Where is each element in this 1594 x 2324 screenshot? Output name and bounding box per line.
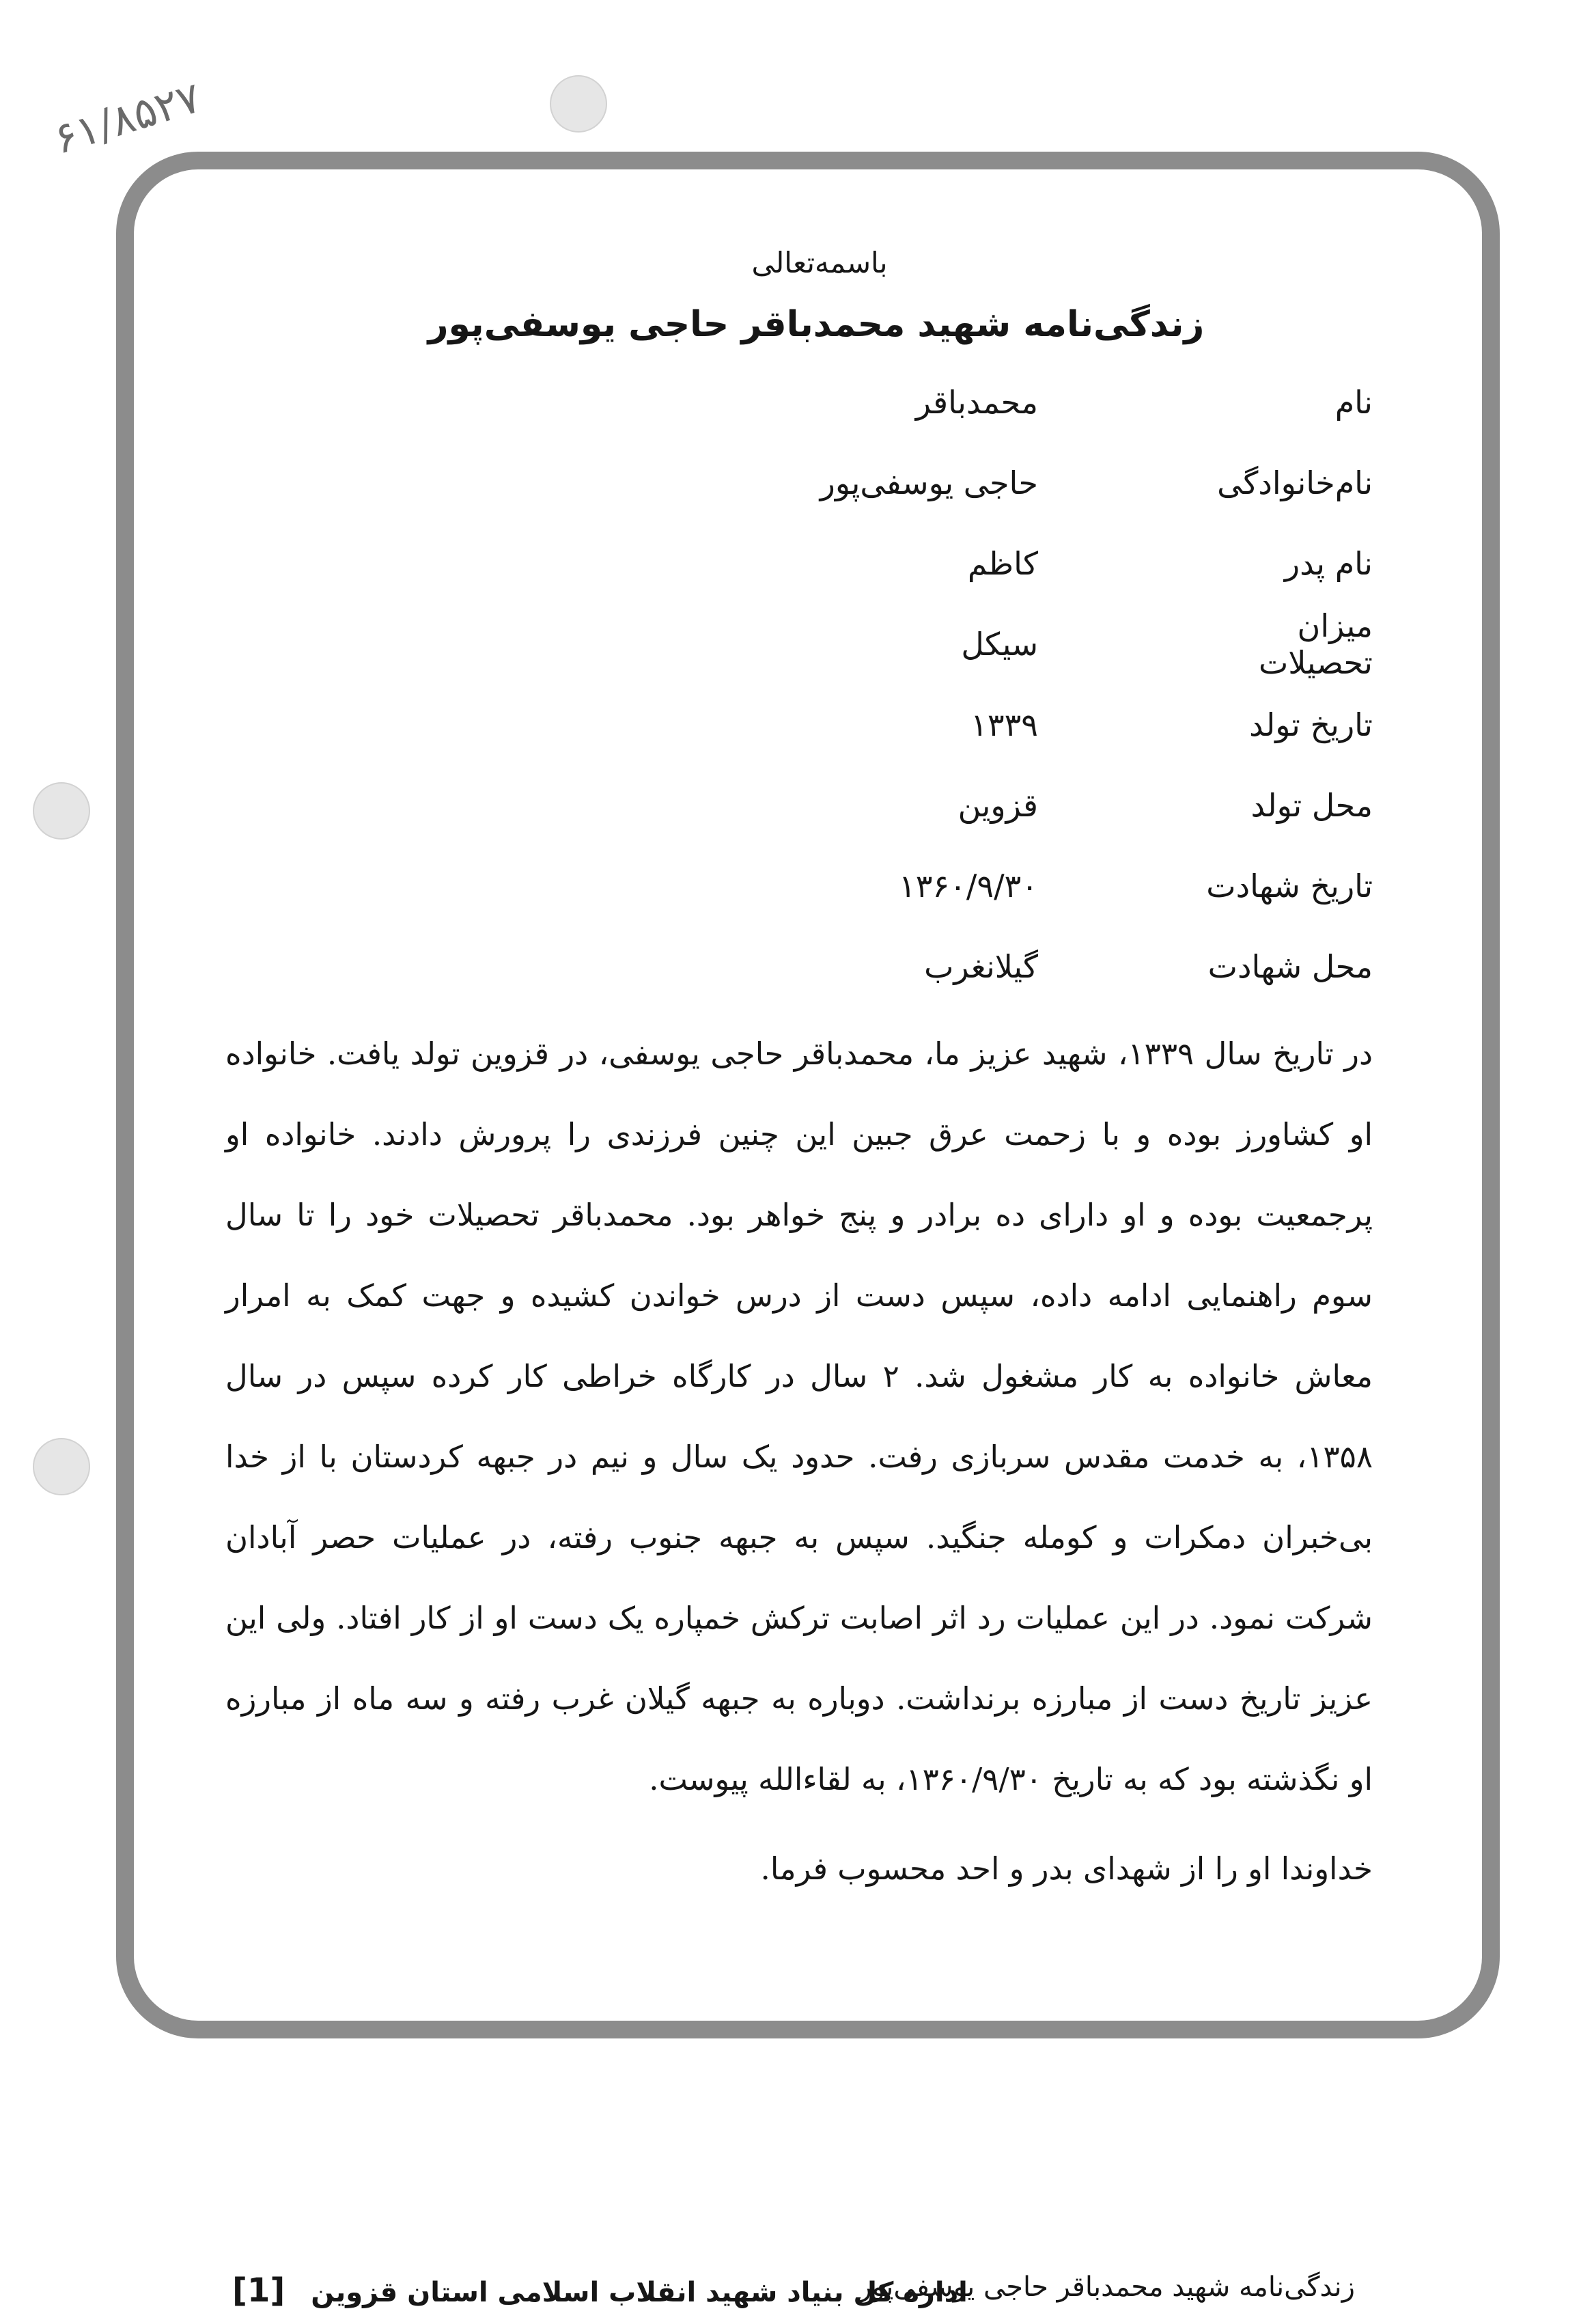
info-label: نام پدر [1284, 545, 1373, 582]
info-table [225, 362, 1373, 1007]
info-row-martyrdom-date [225, 846, 1373, 926]
info-label: نام‌خانوادگی [1217, 465, 1373, 501]
info-value: حاجی یوسفی‌پور [820, 465, 1038, 501]
basmala-heading: باسمه‌تعالی [751, 246, 888, 279]
document-content [225, 239, 1373, 1918]
info-row-name [225, 362, 1373, 443]
closing-prayer: خداوندا او را از شهدای بدر و احد محسوب فرما. [760, 1851, 1373, 1887]
info-value: کاظم [967, 545, 1038, 582]
info-row-birth-date [225, 684, 1373, 765]
page-number: [1] [232, 2271, 285, 2310]
info-value: سیکل [961, 626, 1038, 663]
info-row-education [225, 604, 1373, 684]
info-value: ۱۳۶۰/۹/۳۰ [899, 868, 1038, 904]
biography-paragraph: در تاریخ سال ۱۳۳۹، شهید عزیز ما، محمدباقر حاجی یوسفی، در قزوین تولد یافت. خانواده او کشاورز بوده و با زحمت عرق جبین این چنین فرزندی را پرورش دادند. خانواده او پرجمعیت بوده و او دارای ده برادر و پنج خواهر بود. محمدباقر تحصیلات خود را تا سال سوم راهنمایی ادامه داده، سپس دست از درس خواندن کشیده و جهت کمک به امرار معاش خانواده به کار مشغول شد. ۲ سال در کارگاه خراطی کار کرده سپس در سال ۱۳۵۸، به خدمت مقدس سربازی رفت. حدود یک سال و نیم در جبهه کردستان با از خدا بی‌خبران دمکرات و کومله جنگید. سپس به جبهه جنوب رفته، در عملیات حصر آبادان شرکت نمود. در این عملیات رد اثر اصابت ترکش خمپاره یک دست او از کار افتاد. ولی این عزیز تاریخ دست از مبارزه برنداشت. دوباره به جبهه گیلان غرب رفته و سه ماه از مبارزه او نگذشته بود که به تاریخ ۱۳۶۰/۹/۳۰، به لقاءالله پیوست. [225, 1036, 1373, 1797]
info-value: قزوین [957, 787, 1038, 824]
info-value: ۱۳۳۹ [970, 706, 1038, 743]
info-value: محمدباقر [915, 384, 1038, 421]
footer-document-title: زندگی‌نامه شهید محمدباقر حاجی یوسفی‌پور [858, 2271, 1355, 2303]
info-row-family-name [225, 443, 1373, 523]
info-row-martyrdom-place [225, 926, 1373, 1007]
info-value: گیلانغرب [924, 948, 1038, 985]
footer-organization [232, 2271, 968, 2310]
info-label: محل تولد [1250, 787, 1373, 824]
info-label: تاریخ شهادت [1206, 868, 1373, 904]
handwritten-file-number: ۶۱/۸۵۲۷ [48, 72, 207, 164]
footer-organization-name: اداره کل بنیاد شهید انقلاب اسلامی استان قزوین [311, 2277, 968, 2308]
punch-hole-lower [33, 1438, 90, 1495]
info-label: نام [1334, 384, 1373, 421]
info-row-birth-place [225, 765, 1373, 846]
document-title: زندگی‌نامه شهید محمدباقر حاجی یوسفی‌پور [428, 304, 1205, 345]
punch-hole-middle [33, 782, 90, 840]
info-row-father-name [225, 523, 1373, 604]
info-label: تاریخ تولد [1249, 706, 1373, 743]
punch-hole-top [550, 75, 607, 133]
info-label: محل شهادت [1207, 948, 1373, 985]
info-label: میزان تحصیلات [1258, 607, 1373, 681]
